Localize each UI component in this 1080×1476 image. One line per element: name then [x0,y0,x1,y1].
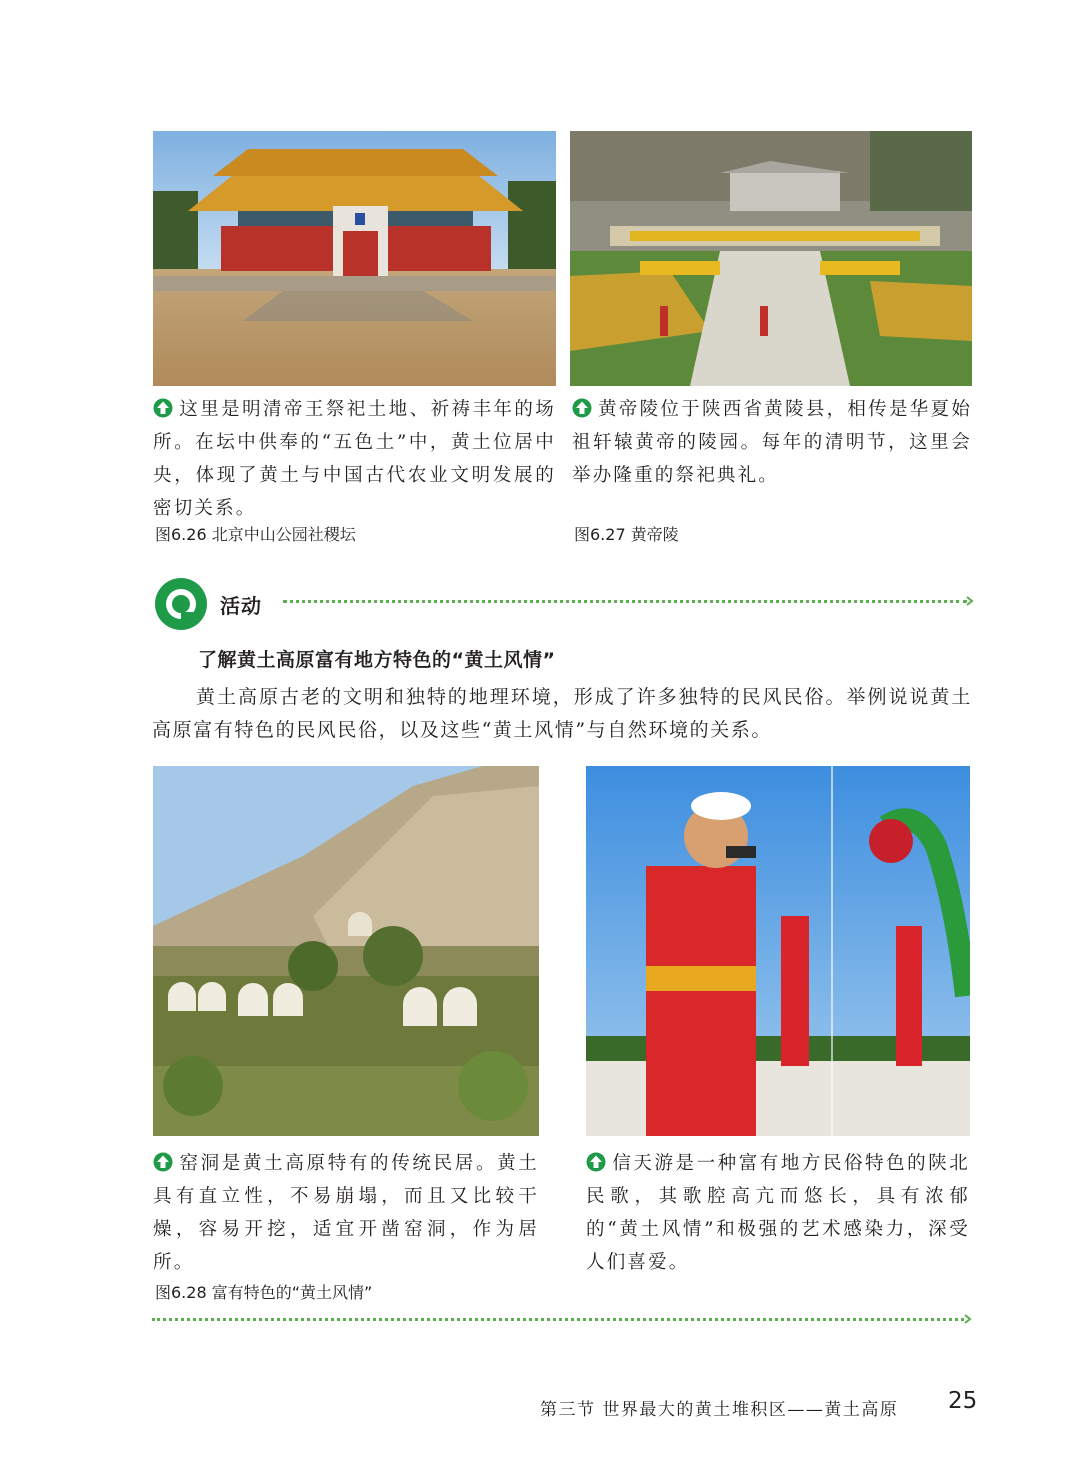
activity-body: 黄土高原古老的文明和独特的地理环境，形成了许多独特的民风民俗。举例说说黄土高原富有特色的民风民俗，以及这些“黄土风情”与自然环境的关系。 [152,686,972,741]
caption-arrow-icon [572,398,592,418]
running-footer: 第三节 世界最大的黄土堆积区——黄土高原 [540,1400,899,1420]
caption-fig-6-26 [153,393,556,525]
photo-xintianyou [586,766,970,1136]
chevron-right-icon [963,1314,973,1324]
caption-text: 窑洞是黄土高原特有的传统民居。黄土具有直立性，不易崩塌，而且又比较干燥，容易开挖，适宜开凿窑洞，作为居所。 [153,1153,539,1273]
activity-title: 活动 [220,594,262,618]
activity-divider [283,600,967,603]
activity-icon [153,576,209,632]
caption-arrow-icon [153,398,173,418]
caption-fig-6-28-right [586,1147,970,1279]
caption-fig-6-27 [572,393,972,492]
figure-label-6-28: 图6.28 富有特色的“黄土风情” [155,1283,373,1302]
photo-huangdiling [570,131,972,386]
photo-shejitan [153,131,556,386]
section-end-divider [152,1318,964,1321]
caption-text: 黄帝陵位于陕西省黄陵县，相传是华夏始祖轩辕黄帝的陵园。每年的清明节，这里会举办隆重的祭祀典礼。 [572,399,972,486]
activity-heading: 了解黄土高原富有地方特色的“黄土风情” [198,649,556,671]
photo-yaodong [153,766,539,1136]
chevron-right-icon [965,596,975,606]
figure-label-6-26: 图6.26 北京中山公园社稷坛 [155,525,356,544]
caption-arrow-icon [153,1152,173,1172]
caption-arrow-icon [586,1152,606,1172]
figure-label-6-27: 图6.27 黄帝陵 [574,525,679,544]
caption-text: 这里是明清帝王祭祀土地、祈祷丰年的场所。在坛中供奉的“五色土”中，黄土位居中央，体现了黄土与中国古代农业文明发展的密切关系。 [153,399,556,519]
caption-fig-6-28-left [153,1147,539,1279]
caption-text: 信天游是一种富有地方民俗特色的陕北民歌，其歌腔高亢而悠长，具有浓郁的“黄土风情”和极强的艺术感染力，深受人们喜爱。 [586,1153,970,1273]
page-number: 25 [948,1388,978,1414]
